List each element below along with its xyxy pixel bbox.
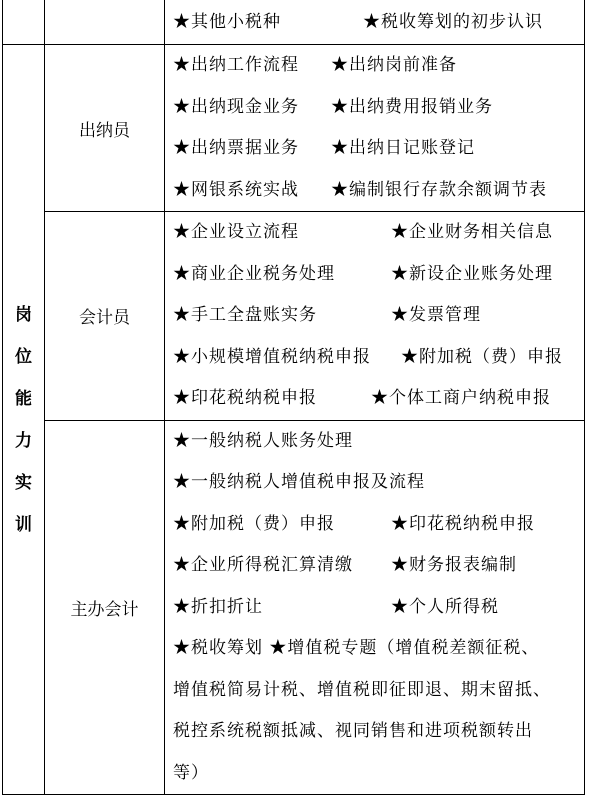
item: ★税收筹划的初步认识 [363,12,543,32]
section-label [3,45,45,795]
role-chief: 主办会计 [45,420,165,795]
item: ★出纳费用报销业务 [331,96,493,117]
role-accountant: 会计员 [45,212,165,421]
item: ★发票管理 [391,305,481,325]
item: ★出纳日记账登记 [331,138,475,158]
item: ★附加税（费）申报 [173,513,335,534]
item: ★出纳现金业务 [173,96,299,117]
item: ★编制银行存款余额调节表 [331,179,547,200]
section-char: 实 [15,472,32,493]
section-char: 力 [15,430,32,451]
item: ★附加税（费）申报 [401,346,563,367]
section-char: 岗 [15,304,32,325]
top-row-items [165,0,585,45]
item: ★出纳票据业务 [173,138,299,158]
item: ★小规模增值税纳税申报 [173,346,371,367]
item: ★出纳工作流程 [173,55,299,75]
item: ★印花税纳税申报 [391,513,535,534]
wrap-line: 增值税简易计税、增值税即征即退、期末留抵、 [173,679,551,700]
item: ★折扣折让 [173,596,263,617]
item: ★新设企业账务处理 [391,263,553,284]
accountant-items [165,212,585,421]
item: ★一般纳税人增值税申报及流程 [173,472,425,492]
item: ★财务报表编制 [391,555,517,575]
section-char: 位 [15,346,32,367]
item: ★一般纳税人账务处理 [173,430,353,451]
item: ★企业财务相关信息 [391,222,553,242]
wrap-line: ★税收筹划 ★增值税专题（增值税差额征税、 [173,638,540,658]
top-row-blank-cell-2 [45,0,165,45]
role-cashier: 出纳员 [45,45,165,212]
chief-row [3,420,585,795]
item: ★商业企业税务处理 [173,263,335,284]
top-row [3,0,585,45]
cashier-items [165,45,585,212]
section-char: 能 [15,388,32,409]
chief-items [165,420,585,795]
wrap-line: 税控系统税额抵减、视同销售和进项税额转出 [173,721,533,741]
item: ★个体工商户纳税申报 [371,388,551,408]
training-table [2,0,585,795]
item: ★网银系统实战 [173,179,299,200]
section-char: 训 [15,514,32,535]
top-row-blank-cell [3,0,45,45]
item: ★其他小税种 [173,12,281,32]
item: ★企业设立流程 [173,222,299,242]
item: ★印花税纳税申报 [173,388,317,408]
item: ★企业所得税汇算清缴 [173,555,353,575]
item: ★个人所得税 [391,596,499,617]
accountant-row [3,212,585,421]
wrap-line: 等） [173,762,209,783]
item: ★出纳岗前准备 [331,55,457,75]
item: ★手工全盘账实务 [173,305,317,325]
cashier-row [3,45,585,212]
